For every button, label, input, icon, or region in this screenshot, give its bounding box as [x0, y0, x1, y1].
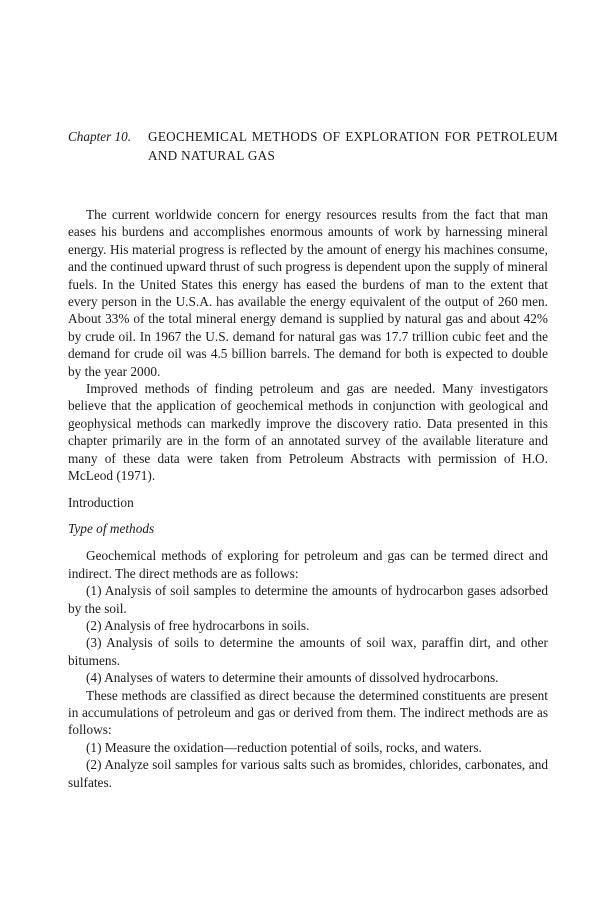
paragraph: The current worldwide concern for energy resources results from the fact that man eases his burdens and accomplishes enormous amounts of work by harnessing mineral energy. His material progress is reflected by the amount of energy his machines consume, and the continued upward thrust of such progress is dependent upon the supply of mineral fuels. In the United States this energy has eased the burdens of man to the extent that every person in the U.S.A. has available the energy equivalent of the output of 260 men. About 33% of the total mineral energy demand is supplied by natural gas and about 42% by crude oil. In 1967 the U.S. demand for natural gas was 17.7 trillion cubic feet and the demand for crude oil was 4.5 billion barrels. The demand for both is expected to double by the year 2000. — [68, 207, 548, 379]
list-item: (2) Analyze soil samples for various salts such as bromides, chlorides, carbonates, and sulfates. — [68, 757, 548, 790]
list-item: (4) Analyses of waters to determine their amounts of dissolved hydrocarbons. — [86, 670, 499, 686]
body-text — [68, 206, 548, 791]
chapter-label: Chapter 10. — [68, 129, 132, 144]
list-item: (3) Analysis of soils to determine the amounts of soil wax, paraffin dirt, and other bitumens. — [68, 635, 548, 668]
chapter-heading — [68, 127, 558, 165]
paragraph: These methods are classified as direct because the determined constituents are present in accumulations of petroleum and gas or derived from them. The indirect methods are as follows: — [68, 687, 548, 738]
section-heading: Introduction — [68, 494, 134, 510]
paragraph: Geochemical methods of exploring for petroleum and gas can be termed direct and indirect. The direct methods are as follows: — [68, 548, 548, 581]
chapter-title: GEOCHEMICAL METHODS OF EXPLORATION FOR PETROLEUM AND NATURAL GAS — [148, 129, 558, 163]
list-item: (2) Analysis of free hydrocarbons in soils. — [86, 617, 310, 633]
paragraph: Improved methods of finding petroleum and gas are needed. Many investigators believe that the application of geochemical methods in conjunction with geological and geophysical methods can markedly improve the discovery ratio. Data presented in this chapter primarily are in the form of an annotated survey of the available literature and many of these data were taken from Petroleum Abstracts with permission of H.O. McLeod (1971). — [68, 381, 548, 484]
list-item: (1) Analysis of soil samples to determine the amounts of hydrocarbon gases adsorbed by the soil. — [68, 583, 548, 616]
subsection-heading: Type of methods — [68, 520, 155, 536]
list-item: (1) Measure the oxidation—reduction potential of soils, rocks, and waters. — [86, 739, 482, 755]
